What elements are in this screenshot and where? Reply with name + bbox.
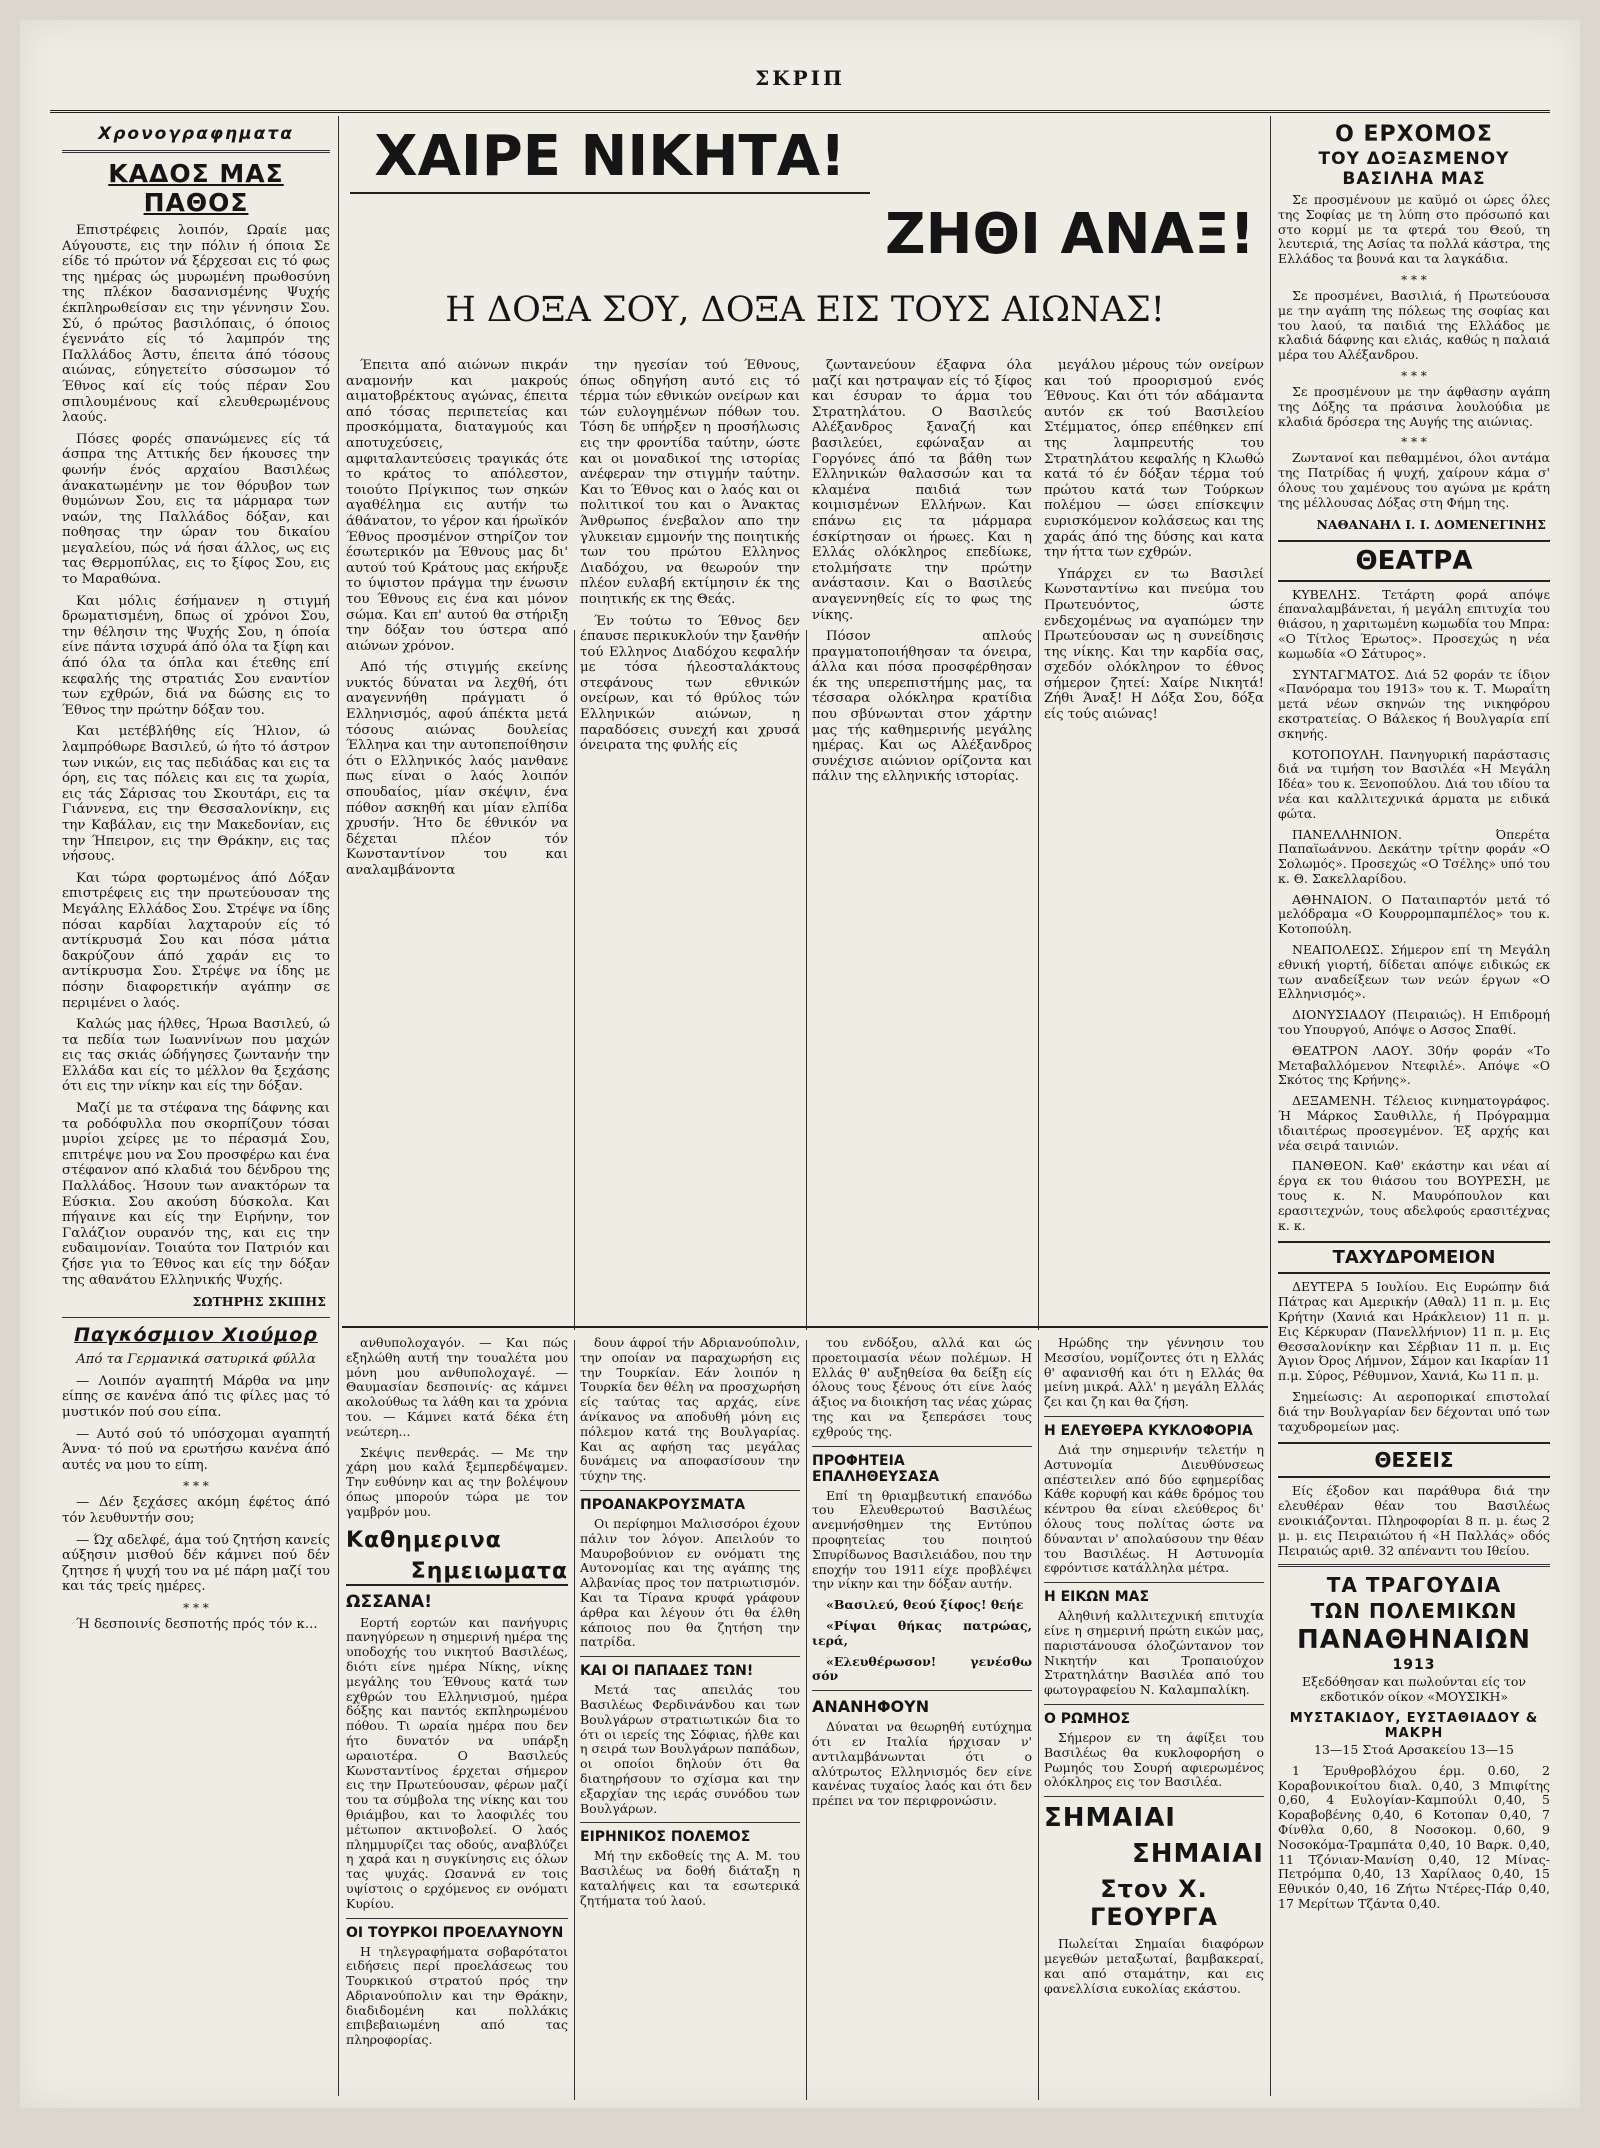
publisher-address: 13—15 Στοά Αρσακείου 13—15 [1314,1741,1514,1757]
divider [580,1490,800,1491]
lower-column-3 [812,1336,1032,2102]
theatre-listing: ΣΥΝΤΑΓΜΑΤΟΣ. Διά 52 φοράν τε ίδιον «Πανόραμα του 1913» του κ. Τ. Μωραΐτη μετά νέων σκηνών της νικηφόρου εκστρατείας. Ο Βάλεκος ή Βουλγαρία επί σκηνής. [1278,666,1550,741]
article-paragraph: Δύναται να θεωρηθή ευτύχημα ότι εν Ιταλία ήρχισαν ν' αντιλαμβάνωνται ότι ο αλύτρωτος Ελληνισμός δεν είνε κανένας τυχαίος λαός και ότι δεν πρέπει να τον περιφρονώσιν. [812,1719,1032,1809]
article-paragraph: ζωντανεύουν έξαφνα όλα μαζί και ηστραψαν είς τό ξίφος και έσυραν το άρμα του Στρατηλάτου. Ο Βασιλεύς Αλέξανδρος ξαναζή και βασιλεύει, εφώναξαν αι Γοργόνες άπό τα βάθη των Ελληνικών θαλασσών και τα κλαμένα παιδιά των κοιμισμένων Ελλήνων. Και επάνω εις τα μάρμαρα έσκίρτησαν οι ήρωες. Και η Ελλάς ολόκληρος επεδίωκε, ετολμήσατε την πρώτην ανάστασιν. Και ο Βασιλεύς αναγεννηθείς είς το φως της νίκης. [812,358,1032,623]
theatre-listing: ΚΥΒΕΛΗΣ. Τετάρτη φορά απόψε έπαναλαμβάνεται, ή μεγάλη επιτυχία του θιάσου, η χαριτωμένη κωμωδία του Μπρα: «Ο Τίτλος Έρωτος». Προσεχώς η νέα κωμωδία «Ο Σάτυρος». [1278,586,1550,661]
article-paragraph: Μαζί με τα στέφανα της δάφνης και τα ροδόφυλλα που σκορπίζουν τόσαι μυρίοι χείρες με το πέρασμά Σου, επιτρέψε μου να Σου προσφέρω και ένα στέφανον από κλαδιά του δένδρου της Παλλάδος. Ήσουν των ανακτόρων τα Εύσκια. Σου ακούση δύσκολα. Και πήγαινε και είς την Ειρήνην, τον Γαλάζιον ουρανόν της, και εις την ευδαιμονίαν. Τοιαύτα τον Πατριόν και ζήσε για το Έθνος και είς την δόξαν της αθανάτου Ελληνικής Ψυχής. [62,1101,330,1288]
article-heading: ΕΙΡΗΝΙΚΟΣ ΠΟΛΕΜΟΣ [580,1829,751,1846]
article-paragraph: Από τής στιγμής εκείνης νυκτός δύναται να λεχθή, ότι αναγεννήθη πράγματι ό Ελληνισμός, αφού άπέκτα μετά τόσους αιώνας δουλείας Έλληνα και την αυτοπεποίθησιν ότι ο Ελληνικός λαός μανθανε πως είναι ο λαός λοιπόν σπουδαίος, μίαν σκέψιν, ένα πόθον ασκηθή και μίαν ελπίδα χρυσήν. Ήτο δε έθνικόν να δέχεται πλέον τόν Κωνσταντίνον του και αναλαμβάνοντα [346,660,568,878]
ad-text: Πωλείται Σημαίαι διαφόρων μεγεθών μεταξωταί, βαμβακεραί, και από σταμάτην, και εις φανελλίσια ευκολίας εκάστου. [1044,1936,1264,1996]
headline-main: ΧΑΙΡΕ ΝΙΚΗΤΑ! [374,124,846,189]
article-paragraph: Πόσες φορές σπανώμενες είς τά άσπρα της Αττικής δεν ήκουσες την φωνήν ένός αρχαίου Βασιλέως άνακατωμένην με τον θόρυβον των θυμώνων Σου, εις τα μάρμαρα των ναών, της Παλλάδος δόξαν, και ποθησας την ώραν του δικαίου μεγαλείου, πώς νά ήσαι άλλος, ως εις τας Θερμοπύλας, εις το ξίφος Σου, εις το Μαραθώνα. [62,431,330,588]
publisher-name: ΜΥΣΤΑΚΙΔΟΥ, ΕΥΣΤΑΘΙΑΔΟΥ & ΜΑΚΡΗ [1289,1710,1539,1741]
theatre-listing: ΚΟΤΟΠΟΥΛΗ. Πανηγυρική παράστασις διά να τιμήση τον Βασιλέα «Η Μεγάλη Ιδέα» του κ. Ξενοπούλου. Διά του ιδίου τα νέα και καλλιτεχνικά άρματα με ειδικά φώτα. [1278,746,1550,821]
theatre-listing: ΔΙΟΝΥΣΙΑΔΟΥ (Πειραιώς). Η Επιδρομή του Υπουργού, Απόψε ο Ασσος Σπαθί. [1278,1007,1550,1038]
article-paragraph: Διά την σημερινήν τελετήν η Αστυνομία Διευθύνσεως απέστειλεν από δύο εφημερίδας Κάθε κορυφή και κάθε δρόμος του κέντρου θα είναι ελεύθερος δι' όλους τους πολίτας ώστε να δύνανται ν' απολαύσουν την θέαν του Βασιλέως. Η Αστυνομία εφρόντισε κατάλληλα μέτρα. [1044,1441,1264,1576]
poem-title: Ο ΕΡΧΟΜΟΣ [1335,122,1493,147]
poem-title: ΒΑΣΙΛΗΑ ΜΑΣ [1342,169,1486,189]
column-divider [338,116,339,2096]
divider [1044,1416,1264,1417]
center-column-2 [580,358,800,1318]
newspaper-page [20,20,1580,2108]
theatres-title: ΘΕΑΤΡΑ [1278,540,1550,582]
article-paragraph: Αληθινή καλλιτεχνική επιτυχία είνε η σημερινή πρώτη εικών μας, παριστάνουσα όλοζώντανον τον Νικητήν και Τροπαιούχον Στρατηλάτην Βασιλέα από του φωτογραφείου Ν. Καλαμπαλίκη. [1044,1608,1264,1698]
top-rule [50,110,1550,113]
text-block: Ηρώδης την γέννησιν του Μεσσίου, νομίζοντες ότι η Ελλάς θ' αφανισθή και ότι η Ελλάς θα μείνη μικρά. Αλλ' η μεγάλη Ελλάς ζει και ζη και θα ζήση. [1044,1336,1264,1410]
divider [812,1446,1032,1447]
column-divider [574,630,575,1330]
songs-list: 1 Έρυθροβλόχου έρμ. 0.60, 2 Κοραβονικοίτου διαλ. 0,40, 3 Μπιφίτης 0,60, 4 Ευλογίαν-Καμπούλι 0,40, 5 Κοραβοβένης 0,40, 6 Κοτοπαν 0,40, 7 Φίνθλα 0,60, 8 Νοσοκομ. 0,60, 9 Νοσοκόμα-Τραμπάτα 0,40, 10 Βαρκ. 0,40, 11 Τζόνιαν-Μανίση 0,40, 12 Μίνας-Πετρόμπα 0,40, 13 Χαρίλαος 0,40, 15 Εθνικόν 0,40, 16 Ζήτω Ντέρες-Πάρ 0,40, 17 Μερίτων Τζάντα 0,40. [1278,1762,1550,1911]
humor-subtitle: Από τα Γερμανικά σατυρικά φύλλα [76,1352,316,1368]
section-header-a: Καθημερινα [346,1527,502,1553]
verse-line: «Ελευθέρωσον! γενέσθω σόν [812,1653,1032,1684]
separator-stars: * * * [1401,368,1427,383]
column-divider [1038,1340,1039,2100]
headline-sub: Η ΔΟΞΑ ΣΟΥ, ΔΟΞΑ ΕΙΣ ΤΟΥΣ ΑΙΩΝΑΣ! [445,290,1165,330]
article-paragraph: Και τώρα φορτωμένος άπό Δόξαν επιστρέφεις εις την πρωτεύουσαν της Μεγάλης Ελλάδος Σου. Στρέψε να ίδης πόσαι καρδίαι λαχταρούν είς τό αντίκρυσμά Σου και πόσα μάτια δακρύζουν άπό χαράν εις το αντίκρυσμα Σου. Στρέψε να ίδης με πόσην διαφορετικήν αγάπην σε περιμένει ο λαός. [62,870,330,1011]
left-column [62,120,330,2100]
divider [580,1656,800,1657]
section-rule [342,1326,1268,1328]
humor-title: Παγκόσμιον Χιούμορ [74,1324,318,1347]
center-column-1 [346,358,568,1318]
article-paragraph: Επιστρέφεις λοιπόν, Ωραίε μας Αύγουστε, εις την πόλιν ή όποια Σε είδε τό πρώτον νά ξέρχεσαι εις τό φως της ημέρας ώς μυρωμένη πρωθοσύνη της πλέκον δασανισμένης Ψυχής έκπληρωθείσαν εις την γέννησιν Σου. Σύ, ό πρώτος βασιλόπαις, ό όποιος έγεννάτο είς τό λαμπρόν της Παλλάδος Άστυ, έπειτα άπό τόσους αιώνας, εύηγετείτο σύσσωμον τό Έθνος καί είς τούς πέραν Σου σπιλουμένους καί ελευθερωμένους λαούς. [62,223,330,426]
theatre-listing: ΝΕΑΠΟΛΕΩΣ. Σήμερον επί τη Μεγάλη εθνική γιορτή, δίδεται απόψε ειδικώς εκ των αναδείξεων των νεών έργων «Ο Ελληνισμός». [1278,942,1550,1002]
article-paragraph: μεγάλου μέρους τών ονείρων και τού προορισμού ενός Έθνους. Και ότι τόν αδάμαντα αυτόν εκ τού Βασιλείου Στέμματος, όπερ επέθηκεν επί της λαμπρευτής του Στρατηλάτου κεφαλής η Κλωθώ κατά τό έν δόξαν τέρμα τού πρώτου κατά των Τούρκων πολέμου — ώσει επίσκεψιν ευρισκόμενον κολάσεως και της χαράς άπό της δύσης και κατα την ήττα των εχθρών. [1044,358,1264,561]
section-header-b: Σημειωματα [346,1559,568,1586]
songs-title: ΤΑ ΤΡΑΓΟΥΔΙΑ [1326,1573,1502,1598]
column-divider [1038,630,1039,1330]
separator-stars: * * * [183,1600,209,1615]
section-title: Χρονογραφηματα [98,124,294,144]
songs-title: ΠΑΝΑΘΗΝΑΙΩΝ [1296,1625,1532,1656]
theatre-listing: ΑΘΗΝΑΙΟΝ. Ο Παταιπαρτόν μετά τό μελόδραμα «Ο Κουρρομπαμπέλος» του κ. Κοτοπούλη. [1278,891,1550,937]
theatre-listing: ΠΑΝΕΛΛΗΝΙΟΝ. Όπερέτα Παπαϊωάννου. Δεκάτην τρίτην φοράν «Ο Σολωμός». Προσεχώς «Ο Τσέλης» υπό του κ. Θ. Σακελλαρίδου. [1278,826,1550,886]
article-heading: Η ΕΙΚΩΝ ΜΑΣ [1044,1589,1150,1606]
center-column-4 [1044,358,1264,1318]
lower-column-4 [1044,1336,1264,2102]
article-heading: ΑΝΑΝΗΦΟΥΝ [812,1697,930,1717]
post-office-text: ΔΕΥΤΕΡΑ 5 Ιουλίου. Εις Ευρώπην διά Πάτρας και Αμερικήν (Αθαλ) 11 π. μ. Εις Κρήτην (Χανιά και Ηράκλειον) 11 π. μ. Εις Κέρκυραν (Πανελλήνιον) 11 π. μ. Εις Θεσσαλονίκην και Σέρβιαν 11 π. μ. Εις Άγιον Όρος Λήμνον, Σάμον και Ικαρίαν 11 π.μ. Σύρος, Ρέθυμνον, Χανιά, Κω 11 π. μ. [1278,1279,1550,1384]
article-paragraph: Οι περίφημοι Μαλισσόροι έχουν πάλιν τον λόγον. Απειλούν το Μαυροβούνιον εν ονόματι της Αυτονομίας και της αγάπης της Αλβανίας προς τον πατριωτισμόν. Και τα Τίρανα κρυφά γράφουν άρθρα και λέγουν ότι θα έλθη κάποιος που θα ζητήση την πατρίδα. [580,1515,800,1650]
poem-stanza: Σε προσμένουν με την άφθασην αγάπη της Δόξης τα πράσινα λουλούδια με κλαδιά δρόσερα της Αυγής της αιώνιας. [1278,383,1550,429]
article-paragraph: Και μετέβλήθης είς Ήλιον, ώ λαμπρόθωρε Βασιλεύ, ώ ήτο τό άστρον των νικών, εις τας πεδιάδας και εις τα όρη, εις τας πόλεις και εις τα χωρία, εις τάς Σάρισας του Σκουτάρι, εις τα Γιάννενα, εις την Θεσσαλονίκην, εις την Καβάλαν, εις την Μακεδονίαν, εις την Ήπειρον, εις την Θράκην, εις τας νήσους. [62,724,330,865]
article-heading: Ο ΡΩΜΗΟΣ [1044,1710,1131,1727]
headline-rule [350,192,870,194]
poem-signature: ΝΑΘΑΝΑΗΛ Ι. Ι. ΔΟΜΕΝΕΓΙΝΗΣ [1316,516,1546,532]
ad-headline: ΣΗΜΑΙΑΙ [1044,1803,1176,1834]
article-heading: ΠΡΟΑΝΑΚΡΟΥΣΜΑΤΑ [580,1496,746,1513]
article-paragraph: Σήμερον εν τη άφίξει του Βασιλέως θα κυκλοφορήση ο Ρωμηός του Σουρή αφιερωμένος ολόκληρος εις τον Βασιλέα. [1044,1729,1264,1790]
masthead: ΣΚΡΙΠ [755,66,845,90]
seats-title: ΘΕΣΕΙΣ [1278,1442,1550,1478]
article-paragraph: Υπάρχει εν τω Βασιλεί Κωνσταντίνω και πνεύμα του Πρωτευόντος, ώστε ενδεχομένως να αγαπώμεν την Πρωτεύουσαν ως η συνείδησις της νίκης. Και την καρδία σας, σχεδόν ολόκληρον το έθνος σήμερον ζητεί: Χαίρε Νικητά! Ζήθι Άναξ! Η Δόξα Σου, δόξα είς τούς αιώνας! [1044,566,1264,723]
poem-stanza: Σε προσμένουν με καϋμό οι ώρες όλες της Σοφίας με τη λύπη στο πρόσωπό και στο κορμί με τα φτερά του Θεού, τη λευτεριά, της Ασίας τα πολλά κάστρα, της Ελλάδος τα βουνά και τα λαγκάδια. [1278,192,1550,267]
article-title: ΚΑΔΟΣ ΜΑΣ ΠΑΘΟΣ [108,159,284,217]
verse-line: «Ρίψαι θήκας πατρώας, ιερά, [812,1617,1032,1648]
author-signature: ΣΩΤΗΡΗΣ ΣΚΙΠΗΣ [192,1294,326,1310]
headline-second: ΖΗΘΙ ΑΝΑΞ! [885,202,1255,267]
article-paragraph: Μετά τας απειλάς του Βασιλέως Φερδινάνδου και των Βουλγάρων στρατιωτικών δια το ότι οι ιερείς της Σόφιας, ήλθε και η σειρά των Βουλγάρων παπάδων, οι οποίοι δηλούν ότι θα διατηρήσουν το σχίσμα και την εξαρχίαν της ιεράς συνόδου των Βουλγάρων. [580,1682,800,1816]
seats-text: Είς έξοδον και παράθυρα διά την ελευθέραν θέαν του Βασιλέως ενοικιάζονται. Πληροφορίαι 8 π. μ. έως 2 μ. μ. εις Πειραιώτου ή «Η Παλλάς» οδός Πειραιώς αριθ. 32 απέναντι του Ιθείου. [1278,1483,1550,1558]
article-heading: ΠΡΟΦΗΤΕΙΑ ΕΠΑΛΗΘΕΥΣΑΣΑ [812,1452,940,1485]
article-paragraph: Και μόλις έσήμανεν η στιγμή δρωματισμένη, δπως οί χρόνοι Σου, την θέλησιν της Ψυχής Σου, η όποία είνε πάντα ισχυρά άπό όλα τα ξίφη και άπό όλα τα όπλα και έτεθης επί κεφαλής της στρατιάς Σου εναντίον των εχθρών, διά να δώσης εις το Έθνος την πρώτην δόξαν του. [62,593,330,718]
text-block: Σκέψις πενθεράς. — Με την χάρη μου καλά ξεμπερδέψαμεν. Την ευθύνην και ας την βολέψουν όπως μπορούν τώρα με τον γαμβρόν μου. [346,1444,568,1519]
ad-headline: ΣΗΜΑΙΑΙ [1132,1839,1264,1870]
column-divider [806,1340,807,2100]
text-block: δουν άφροί τήν Αδριανούπολιν, την οποίαν να παραχωρήση εις την Τουρκίαν. Εάν λοιπόν η Τουρκία δεν θέλη να προσχωρήση είς ταύτας τας αρχάς, είνε άνίκανος να αποδυθή μόνη εις πόλεμον κατά της Βουλγαρίας. Και ας αφήση τας μεγάλας δυνάμεις να αποφασίσουν την τύχην της. [580,1336,800,1484]
article-paragraph: Καλώς μας ήλθες, Ήρωα Βασιλεύ, ώ τα πεδία των Ιωαννίνων που μαχών εις τας σκιάς ώδήγησες ζωντανήν την Ελλάδα και είς το μέλλον θα ξεχάσης ότι εις την νίκην και είς την δόξαν. [62,1017,330,1095]
article-heading: ΩΣΣΑΝΑ! [346,1591,432,1612]
songs-text: Εξεδόθησαν και πωλούνται είς τον εκδοτικόν οίκον «ΜΟΥΣΙΚΗ» [1302,1674,1526,1705]
humor-paragraph: — Ώχ αδελφέ, άμα τού ζητήση κανείς αύξησιν μισθού δέν κάμνει πού δέν ζητησε ή ψυχή του να μέ πάρη μαζί του και τάς τρείς ημέρες. [62,1532,330,1595]
article-paragraph: Μή την εκδοθείς της Α. Μ. του Βασιλέως να δοθή διάταξη η καταλήψεις και τα εσωτερικά ζητήματα τού λαού. [580,1848,800,1908]
article-heading: ΚΑΙ ΟΙ ΠΑΠΑΔΕΣ ΤΩΝ! [580,1663,754,1680]
ad-shop-name: Στον Χ. ΓΕΟΥΡΓΑ [1090,1875,1218,1932]
article-paragraph: Εορτή εορτών και πανήγυρις πανηγύρεων η σημερινή ημέρα της υποδοχής του νικητού Βασιλέως, διότι είνε ημέρα Νίκης, νίκης μεγάλης του Έθνους κατά των εχθρών του Ελληνισμού, ημέρα δόξης και παντός εκπληρωμένου πόθου. Τι ωραία ημέρα που δεν ήτο δυνατόν να υπάρξη ωραιοτέρα. Ο Βασιλεύς Κωνσταντίνος έρχεται σήμερον εις την Πρωτεύουσαν, φέρων μαζί του τα σύμβολα της νίκης και του θριάμβου, και το λαοφιλές του μέτωπον ακτινοβολεί. Ο λαός πλημμυρίζει τας οδούς, αναβλύζει η χαρά και η συγκίνησις εις όλων τας ψυχάς. Ωσαννά εν τοις υψίστοις ο ερχόμενος εν ονόματι Κυρίου. [346,1614,568,1911]
songs-title: ΤΩΝ ΠΟΛΕΜΙΚΩΝ [1310,1599,1518,1624]
poem-stanza: Ζωντανοί και πεθαμμένοι, όλοι αντάμα της Πατρίδας ή ψυχή, χαίρουν κάμα σ' όλους του χαμένους του αγώνα με κράτη της μέλλουσας Δόξας στη Φήμη της. [1278,450,1550,510]
article-paragraph: Η τηλεγραφήματα σοβαρότατοι ειδήσεις περί προελάσεως του Τουρκικού στρατού πρός την Αδριανούπολιν και την Θράκην, διαδιδομένη και πολλάκις επιβεβαιωμένη από τας πληροφορίας. [346,1943,568,2048]
poem-stanza: Σε προσμένει, Βασιλιά, ή Πρωτεύουσα με την αγάπη της πόλεως της σοφίας και του λαού, τα παιδιά της Ελλάδος με κλαδιά δάφνης και ελιάς, καθώς η παλαιά μέρα του Αλέξανδρου. [1278,287,1550,363]
right-column [1278,120,1550,2100]
divider [580,1822,800,1823]
humor-paragraph: Ή δεσποινίς δεσποτής πρός τόν κ... [76,1616,318,1632]
separator-stars: * * * [1401,272,1427,287]
separator-stars: * * * [1401,435,1427,450]
humor-paragraph: — Λοιπόν αγαπητή Μάρθα να μην είπης σε κανένα άπό τις φίλες μας τό μυστικόν πού σου είπα. [62,1373,330,1420]
divider [1278,1564,1550,1567]
divider [62,1317,330,1318]
column-divider [806,630,807,1330]
humor-paragraph: — Δέν ξεχάσες ακόμη έφέτος άπό τόν λευθυντήν σου; [62,1495,330,1526]
center-column-3 [812,358,1032,1318]
divider [62,150,330,153]
column-divider [1270,116,1271,2096]
text-block: του ενδόξου, αλλά και ώς προετοιμασία νέων πολέμων. Η Ελλάς θ' αυξηθείσα θα δείξη είς όλους τους ξένους ότι είνε λαός άξιος να διοικήση τας νέας χώρας της και να ξεπεράσει τους εχθρούς της. [812,1336,1032,1439]
theatre-listing: ΘΕΑΤΡΟΝ ΛΑΟΥ. 30ήν φοράν «Το Μεταβαλλόμενον Ντεφιλέ». Απόψε «Ο Σκότος της Κρήνης». [1278,1042,1550,1088]
article-heading: Η ΕΛΕΥΘΕΡΑ ΚΥΚΛΟΦΟΡΙΑ [1044,1422,1253,1439]
divider [812,1690,1032,1691]
theatre-listing: ΔΕΞΑΜΕΝΗ. Τέλειος κινηματογράφος. Ή Μάρκος Σαυθιλλε, ή Πρόγραμμα ιδιαιτέρως προσεγμένον. Έξ αρχής και νέα σειρά ταινιών. [1278,1093,1550,1153]
article-paragraph: Πόσον απλούς πραγματοποιήθησαν τα όνειρα, άλλα και πόσα προσφέρθησαν έκ της υπερεπιστήμης μας, τα τέσσαρα ολόκληρα κρατίδια που σβύνωνται στον χάρτην μας τής καθημερινής μεγάλης ημέρας. Και ως Αλέξανδρος συνέχισε αιώνιον ορίζοντα και πάλιν της ελληνικής ιστορίας. [812,629,1032,785]
article-heading: ΟΙ ΤΟΥΡΚΟΙ ΠΡΟΕΛΑΥΝΟΥΝ [346,1924,564,1941]
column-divider [574,1340,575,2100]
post-office-note: Σημείωσις: Αι αεροπορικαί επιστολαί διά την Βουλγαρίαν δεν δέχονται υπό των ταχυδρομείων μας. [1278,1389,1550,1434]
divider [1044,1582,1264,1583]
text-block: ανθυπολοχαγόν. — Και πώς εξηλώθη αυτή την τουαλέτα μου μόνη μου ανθυπολοχαγέ. — Θαυμασίαν δεσποινίς· ας κάμνει ακολούθως τα λάθη και τα χρόνια του. — Κάμνει κατά δέκα έτη νεώτερη... [346,1336,568,1439]
lower-column-2 [580,1336,800,2102]
divider [1044,1704,1264,1705]
post-office-title: ΤΑΧΥΔΡΟΜΕΙΟΝ [1278,1241,1550,1274]
article-paragraph: την ηγεσίαν τού Έθνους, όπως οδηγήση αυτό εις τό τέρμα τών εθνικών ονείρων και τών ευλογημένων πόθων του. Τόση δε υπήρξεν η προσήλωσις εις την φροντίδα ταύτην, ώστε και οι μοναδικοί της ιστορίας ανέφεραν την στιγμήν ταύτην. Και το Έθνος και ο λαός και οι πολιτικοί του και ο Άνακτας Άνθρωπος ένεβαλον απο την γλυκειαν εμμονήν της ποιητικής των του πρώτου Ελληνος Διαδόχου, να θεωρούν την πλέον ευλαβή εκτίμησιν έκ της ποιητικής εκ της Θεάς. [580,358,800,607]
divider [1044,1796,1264,1797]
separator-stars: * * * [183,1479,209,1494]
article-paragraph: Επί τη θριαμβευτική επανόδω του Ελευθερωτού Βασιλέως ανεμνήσθημεν της Εντύπου προφητείας του ποιητού Σπυρίδωνος Βασιλειάδου, που την εποχήν του 1911 είχε προβλέψει την νίκην και την δόξαν αυτήν. [812,1487,1032,1592]
lower-column-1 [346,1336,568,2102]
article-paragraph: Έπειτα από αιώνων πικράν αναμονήν και μακρούς αιματοβρέκτους αγώνας, έπειτα από τόσας περιπετείας και προσκόμματα, διαταγμούς και αποτυχεύσεις, αμφιταλαντεύσεις τραγικάς ότε το κράτος το απόλεστον, τοιούτο Πρίγκιπος των σηκών αγαθέλημα εις αυτήν τω άθάνατον, το γέρον και ήρωϊκόν Έθνος προσμένον στηρίζον τον έσωτερικόν μα Έθνους μας δι' αυτού τού Κράτους μας εκήρυξε το ύψιστον πράγμα την ένωσιν του Έθνους εις ένα και μόνον σώμα. Και επ' αυτού θα στήριξη την δόξαν του ύστερα από αιώνων χρόνον. [346,358,568,654]
article-paragraph: Έν τούτω το Έθνος δεν έπαυσε περικυκλούν την ξανθήν τού Ελληνος Διαδόχου κεφαλήν με τόσα ήλεοσταλάκτους στεφάνους των εθνικών ονείρων, και τό θρύλος τών Ελληνικών αιώνων, η παραδόσεις συνεχή και χρυσά όνειρατα της φυλής είς [580,613,800,754]
poem-title: ΤΟΥ ΔΟΞΑΣΜΕΝΟΥ [1318,149,1510,169]
divider [346,1918,568,1919]
theatre-listing: ΠΑΝΘΕΟΝ. Καθ' εκάστην και νέαι αί έργα εκ του θιάσου του ΒΟΥΡΕΣΗ, με τους κ. Ν. Μαυρόπουλον και ερασιτεχνών, τους αδελφούς ερασιτέχνας κ. κ. [1278,1158,1550,1233]
verse-line: «Βασιλεύ, θεού ξίφος! θεήε [826,1597,1024,1613]
humor-paragraph: — Αυτό σού τό υπόσχομαι αγαπητή Άννα· τό πού να ερωτήσω κανένα άπό αυτές να μου το είπη. [62,1426,330,1473]
songs-year: 1913 [1392,1657,1436,1674]
